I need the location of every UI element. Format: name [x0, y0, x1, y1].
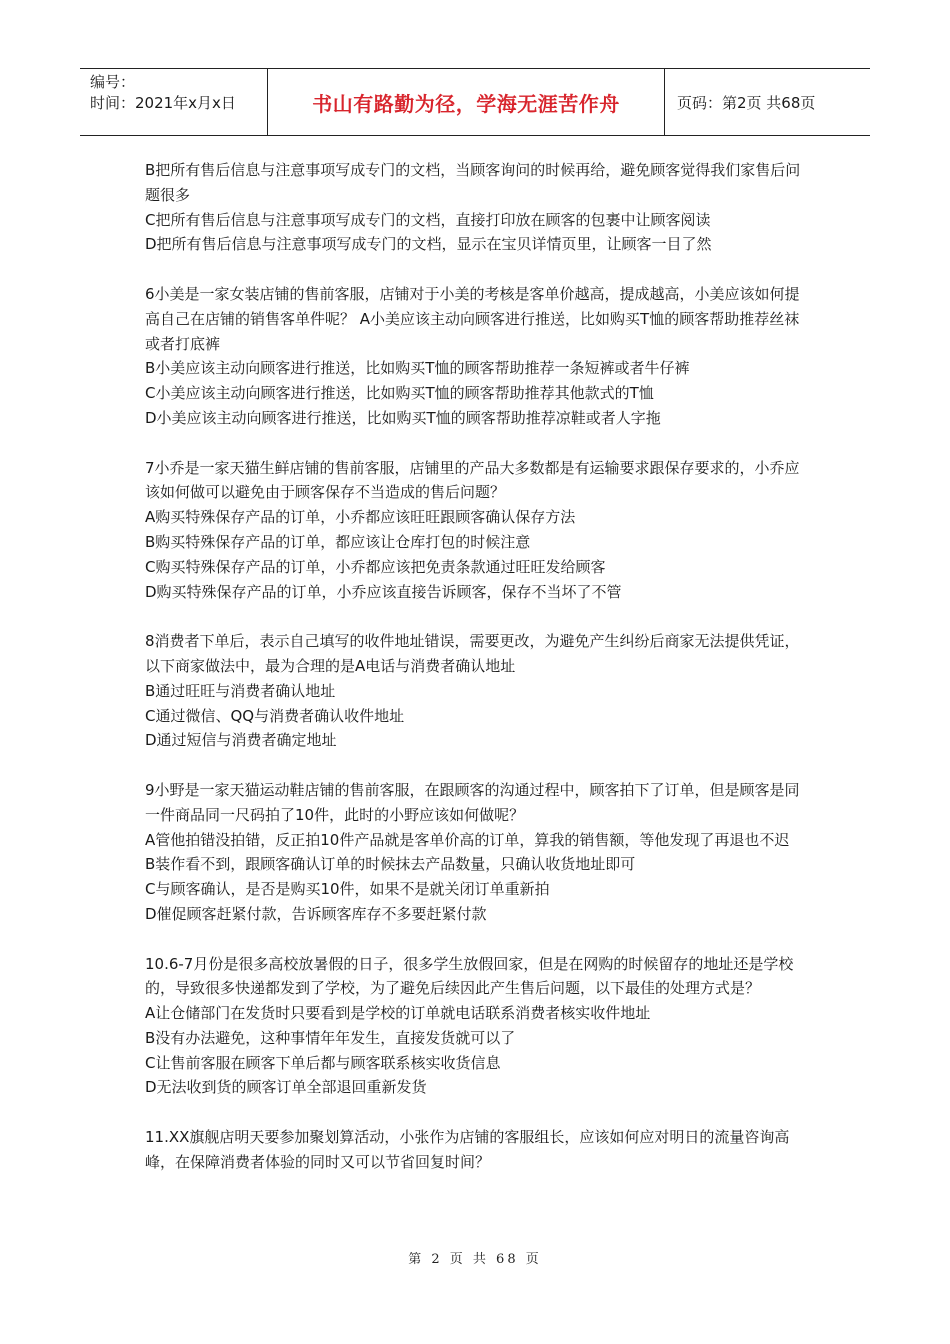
answer-option: C小美应该主动向顾客进行推送，比如购买T恤的顾客帮助推荐其他款式的T恤	[145, 384, 654, 403]
paragraph-gap	[145, 604, 813, 629]
answer-option: C把所有售后信息与注意事项写成专门的文档，直接打印放在顾客的包裹中让顾客阅读	[145, 210, 711, 229]
answer-option: B装作看不到，跟顾客确认订单的时候抹去产品数量，只确认收货地址即可	[145, 855, 636, 874]
question-text: 8消费者下单后，表示自己填写的收件地址错误，需要更改，为避免产生纠纷后商家无法提供凭证，以下商家做法中，最为合理的是A电话与消费者确认地址	[145, 632, 800, 675]
paragraph-gap	[145, 753, 813, 778]
answer-option: A购买特殊保存产品的订单，小乔都应该旺旺跟顾客确认保存方法	[145, 508, 576, 527]
answer-option: D通过短信与消费者确定地址	[145, 731, 337, 750]
question-text: 10.6-7月份是很多高校放暑假的日子，很多学生放假回家，但是在网购的时候留存的地址还是学校的，导致很多快递都发到了学校，为了避免后续因此产生售后问题，以下最佳的处理方式是？	[145, 954, 794, 998]
document-number-label: 编号：	[90, 73, 136, 91]
document-body	[145, 158, 813, 1175]
document-time-label: 时间：2021年x月x日	[90, 94, 236, 112]
answer-option: B小美应该主动向顾客进行推送，比如购买T恤的顾客帮助推荐一条短裤或者牛仔裤	[145, 359, 690, 378]
answer-option: A管他拍错没拍错，反正拍10件产品就是客单价高的订单，算我的销售额，等他发现了再退也不迟	[145, 830, 790, 849]
answer-option: B购买特殊保存产品的订单，都应该让仓库打包的时候注意	[145, 532, 531, 551]
answer-option: C购买特殊保存产品的订单，小乔都应该把免责条款通过旺旺发给顾客	[145, 557, 606, 576]
answer-option: A让仓储部门在发货时只要看到是学校的订单就电话联系消费者核实收件地址	[145, 1004, 651, 1023]
question-text: 6小美是一家女装店铺的售前客服，店铺对于小美的考核是客单价越高，提成越高，小美应该如何提高自己在店铺的销售客单件呢？ A小美应该主动向顾客进行推送，比如购买T恤的顾客帮助推荐丝袜或者打底裤	[145, 284, 800, 353]
paragraph-gap	[145, 1100, 813, 1125]
paragraph-gap	[145, 431, 813, 456]
answer-option: B通过旺旺与消费者确认地址	[145, 681, 336, 700]
answer-option: C与顾客确认，是否是购买10件，如果不是就关闭订单重新拍	[145, 880, 550, 899]
answer-option: B没有办法避免，这种事情年年发生，直接发货就可以了	[145, 1028, 516, 1047]
header-meta	[80, 69, 268, 135]
answer-option: C让售前客服在顾客下单后都与顾客联系核实收货信息	[145, 1053, 501, 1072]
paragraph-gap	[145, 927, 813, 952]
answer-option: C通过微信、QQ与消费者确认收件地址	[145, 706, 405, 725]
header-page-number: 页码：第2页 共68页	[677, 93, 816, 112]
question-text: B把所有售后信息与注意事项写成专门的文档，当顾客询问的时候再给，避免顾客觉得我们家售后问题很多	[145, 161, 801, 204]
question-text: 9小野是一家天猫运动鞋店铺的售前客服，在跟顾客的沟通过程中，顾客拍下了订单，但是顾客是同一件商品同一尺码拍了10件，此时的小野应该如何做呢？	[145, 780, 800, 824]
answer-option: D催促顾客赶紧付款，告诉顾客库存不多要赶紧付款	[145, 904, 487, 923]
page-footer: 第 2 页 共 68 页	[408, 1252, 542, 1267]
question-text: 7小乔是一家天猫生鲜店铺的售前客服，店铺里的产品大多数都是有运输要求跟保存要求的，小乔应该如何做可以避免由于顾客保存不当造成的售后问题？	[145, 458, 800, 502]
question-text: 11.XX旗舰店明天要参加聚划算活动，小张作为店铺的客服组长，应该如何应对明日的流量咨询高峰，在保障消费者体验的同时又可以节省回复时间？	[145, 1128, 790, 1171]
page-header	[80, 68, 870, 136]
answer-option: D无法收到货的顾客订单全部退回重新发货	[145, 1078, 427, 1097]
paragraph-gap	[145, 257, 813, 282]
answer-option: D把所有售后信息与注意事项写成专门的文档，显示在宝贝详情页里，让顾客一目了然	[145, 235, 712, 254]
header-motto: 书山有路勤为径，学海无涯苦作舟	[268, 69, 665, 135]
answer-option: D小美应该主动向顾客进行推送，比如购买T恤的顾客帮助推荐凉鞋或者人字拖	[145, 408, 661, 427]
answer-option: D购买特殊保存产品的订单，小乔应该直接告诉顾客，保存不当坏了不管	[145, 582, 622, 601]
